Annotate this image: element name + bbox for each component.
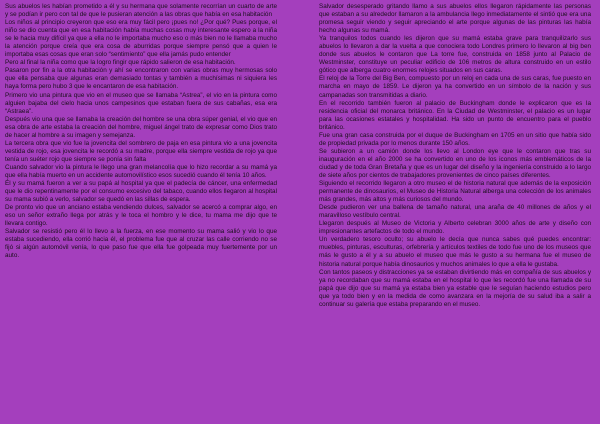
paragraph: La tercera obra que vio fue la jovencita del sombrero de paja en esa pintura vio a una jovencita vestida de rojo, esa jovencita le recordó a su madre, porque ella siempre vestida de rojo ya que tenía un suéter rojo que siempre se ponía sin falta: [5, 139, 277, 163]
paragraph: Sus abuelos les habían prometido a él y su hermana que solamente recorrían un cuarto de arte y se podían ir pero con tal de que le pusieran atención a las obras que había en esa habitación: [5, 3, 277, 19]
paragraph: Ya tranquilos todos cuando les dijeron que su mamá estaba grave para tranquilizarlo sus abuelos lo llevaron a dar la vuelta a que conociera todo Londres primero lo llevaron al big ben donde sus abuelos le contaron que La torre fue, construida en 1858 junto al Palacio de Westminster, constituye un peculiar edificio de 106 metros de altura construido en un estilo gótico que alberga cuatro enormes relojes situados en sus caras.: [319, 35, 591, 75]
paragraph: Siguiendo el recorrido llegaron a otro museo el de historia natural que además de la exposición permanente de dinosaurios, el Museo de Historia Natural alberga una colección de los animales más grandes, más altos y más curiosos del mundo.: [319, 180, 591, 204]
paragraph: Un verdadero tesoro oculto; su abuelo le decía que nunca sabes qué puedes encontrar: muebles, pinturas, esculturas, orfebrería y artículos textiles de todo fue uno de los museos que más le gusto a él y a su abuelo el museo que más le gusto a su hermana fue el museo de historia natural porque había dinosaurios y muchos animales lo que a ella le gustaba.: [319, 236, 591, 268]
paragraph: Pero al final la niña como que la logro fingir que rápido salieron de esa habitación.: [5, 59, 236, 67]
paragraph: En el recorrido también fueron al palacio de Buckingham donde le explicaron que es la residencia oficial del monarca británico. En la Ciudad de Westminster, el palacio es un lugar para las ocasiones estatales y hospitalidad. Ha sido un punto de encuentro para el pueblo británico.: [319, 99, 591, 131]
right-text-column: [319, 3, 591, 309]
paragraph: Se subieron a un camión donde los llevo al London eye que le contaron que tras su inauguración en el año 2000 se ha convertido en uno de los iconos más emblemáticos de la ciudad y de toda Gran Bretaña y que es un lugar del diseño y la ingeniería construido a lo largo de siete años por cientos de trabajadores provenientes de cinco países diferentes.: [319, 147, 591, 179]
paragraph: Cuando salvador vio la pintura le llego una gran melancolía que lo hizo recordar a su mamá ya que ella había muerto en un accidente automovilístico esos sucedió cuando él tenía 10 años.: [5, 163, 277, 179]
left-text-column: [5, 3, 277, 261]
paragraph: Los niños al principio creyeron que eso era muy fácil pero ¡pues no! ¿Por qué? Pues porque, el niño se dio cuenta que en esa habitación había muchas cosas muy interesante espero a la niña se le hacia muy difícil ya que a ella no le importaba mucho eso o más bien no le llamaba mucho la atención porque creía que era cosa de aburridas porque siempre pensó que a quien le importaba esas cosas que eran solo “sentimiento” que ella jamás pudo entender: [5, 19, 277, 59]
paragraph: Desde pudieron ver una ballena de tamaño natural, una araña de 40 millones de años y el maravilloso vestíbulo central.: [319, 204, 591, 220]
paragraph: El reloj de la Torre del Big Ben, compuesto por un reloj en cada una de sus caras, fue puesto en marcha en mayo de 1859. Le dijeron ya ha convertido en un símbolo de la nación y sus campanadas son transmitidas a diario.: [319, 75, 591, 99]
paragraph: Llegaron después al Museo de Victoria y Alberto celebran 3000 años de arte y diseño con impresionantes artefactos de todo el mundo.: [319, 220, 591, 236]
paragraph: De pronto vio que un anciano estaba vendiendo dulces, salvador se acercó a comprar algo, en eso un señor extraño llega por atrás y le toca el hombro y le dice, tu mama me dijo que te llevara contigo.: [5, 204, 277, 228]
paragraph: Pasaron por fin a la otra habitación y ahí se encontraron con varias obras muy hermosas solo que ella pensaba que algunas eran demasiado tontas y también a muchísimas ni siquiera les haya forma pero hubo 3 que le encantaron de esa habitación.: [5, 67, 277, 91]
paragraph: Él y su mamá fueron a ver a su papá al hospital ya que el padecía de cáncer, una enfermedad que le dio repentinamente por el consumo excesivo del tabaco, cuando ellos llegaron al hospital su mama subió a verlo, salvador se quedó en las sillas de espera.: [5, 180, 277, 204]
paragraph: Salvador se resistió pero él lo llevo a la fuerza, en ese momento su mama salió y vio lo que estaba sucediendo, ella corrió hacia él, el problema fue que al cruzar las calle corriendo no se fijó si algún automóvil venía, lo que paso fue que ella fue golpeada muy fuertemente por un auto.: [5, 228, 277, 260]
paragraph: Fue una gran casa construida por el duque de Buckingham en 1705 en un sitio que había sido de propiedad privada por lo menos durante 150 años.: [319, 131, 591, 147]
paragraph: Salvador desesperado gritando llamo a sus abuelos ellos llegaron rápidamente las personas que estaban a su alrededor llamaron a la ambulancia llego inmediatamente el sintió que era una promesa seguir viendo y seguir apreciando el arte porque algunas de las pinturas las había hecho algunas su mamá.: [319, 3, 591, 35]
paragraph: Después vio una que se llamaba la creación del hombre se una obra súper genial, el vio que en esa obra de arte estaba la creación del hombre, miguel ángel trato de expresar como Dios trato de hacer al hombre a su imagen y semejanza.: [5, 115, 277, 139]
paragraph: Primero vio una pintura que vio en el museo que se llamaba “Astrea”, el vio en la pintura como alguien bajaba del cielo hacia unos campesinos que estaban fuera de sus cabañas, esa era “Astraea”.: [5, 91, 277, 115]
paragraph: Con tantos paseos y distracciones ya se estaban divirtiendo más en compañía de sus abuelos y ya no recordaban que su mamá estaba en el hospital lo que les recordó fue una llamada de su papá que dijo que su mamá ya estaba bien ya estable que le seguían haciendo estudios pero que ya todo bien y en la medida de como avanzara en la mejoría de su salud iba a salir a continuar su galería que estaba preparando en el museo.: [319, 268, 591, 308]
